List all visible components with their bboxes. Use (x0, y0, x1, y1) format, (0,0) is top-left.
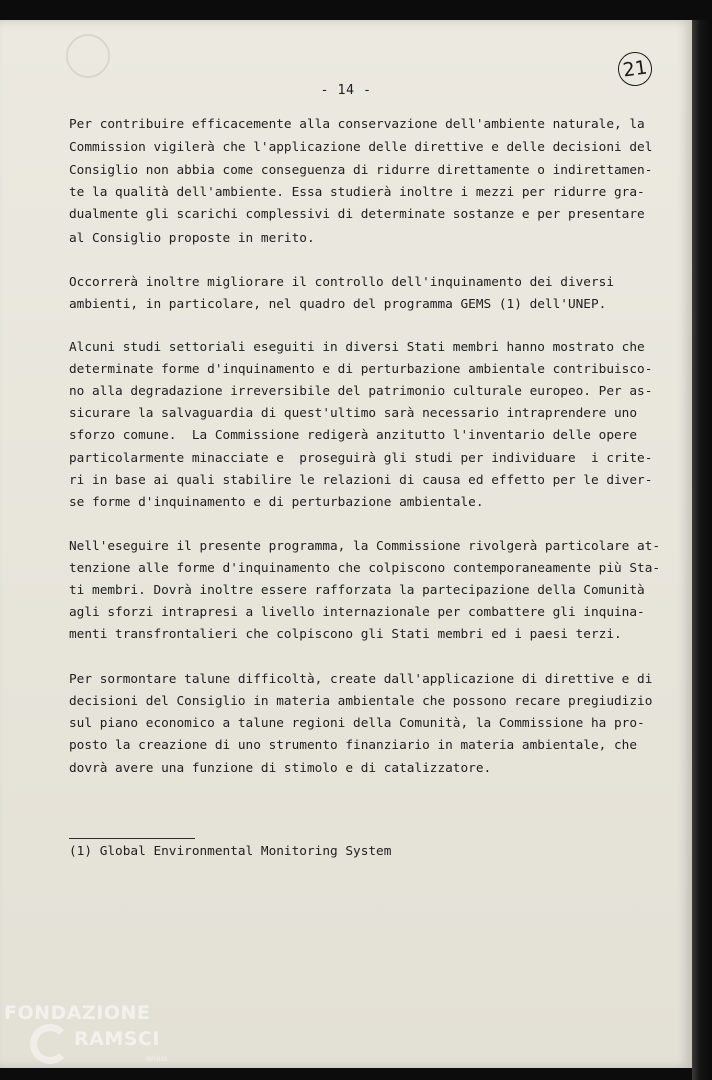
text-line: decisioni del Consiglio in materia ambientale che possono recare pregiudizio (69, 694, 653, 709)
text-line: posto la creazione di uno strumento finanziario in materia ambientale, che (69, 738, 638, 753)
text-line: no alla degradazione irreversibile del patrimonio culturale europeo. Per as- (69, 384, 653, 399)
text-line: Alcuni studi settoriali eseguiti in diversi Stati membri hanno mostrato che (69, 340, 645, 355)
text-line: Commission vigilerà che l'applicazione delle direttive e delle decisioni del (69, 140, 653, 155)
archive-watermark (0, 1000, 200, 1080)
text-line: determinate forme d'inquinamento e di perturbazione ambientale contribuisco- (69, 362, 653, 377)
archive-number-circled: 21 (616, 50, 654, 88)
text-line: particolarmente minacciate e proseguirà gli studi per individuare i crite- (69, 451, 653, 466)
text-line: tenzione alle forme d'inquinamento che colpiscono contemporaneamente più Sta- (69, 561, 661, 576)
page-edge-shadow (692, 20, 712, 1080)
text-line: sul piano economico a talune regioni della Comunità, la Commissione ha pro- (69, 716, 645, 731)
text-line: sforzo comune. La Commissione redigerà anzitutto l'inventario delle opere (69, 428, 638, 443)
text-line: te la qualità dell'ambiente. Essa studierà inoltre i mezzi per ridurre gra- (69, 185, 645, 200)
page-number: - 14 - (320, 83, 372, 98)
watermark-suffix: onlus (146, 1054, 168, 1063)
footnote: (1) Global Environmental Monitoring System (69, 844, 392, 859)
watermark-g-logo-icon (30, 1024, 70, 1064)
text-line: dualmente gli scarichi complessivi di determinate sostanze e per presentare (69, 207, 645, 222)
text-line: ambienti, in particolare, nel quadro del programma GEMS (1) dell'UNEP. (69, 297, 607, 312)
text-line: al Consiglio proposte in merito. (69, 231, 315, 246)
text-line: Nell'eseguire il presente programma, la Commissione rivolgerà particolare at- (69, 539, 661, 554)
text-line: Per contribuire efficacemente alla conservazione dell'ambiente naturale, la (69, 117, 645, 132)
text-line: ti membri. Dovrà inoltre essere rafforzata la partecipazione della Comunità (69, 583, 645, 598)
text-line: agli sforzi intrapresi a livello internazionale per combattere gli inquina- (69, 605, 645, 620)
watermark-line1: FONDAZIONE (4, 1002, 151, 1024)
text-line: sicurare la salvaguardia di quest'ultimo sarà necessario intraprendere uno (69, 406, 638, 421)
text-line: se forme d'inquinamento e di perturbazione ambientale. (69, 495, 484, 510)
text-line: ri in base ai quali stabilire le relazioni di causa ed effetto per le diver- (69, 473, 653, 488)
text-line: Consiglio non abbia come conseguenza di ridurre direttamente o indirettamen- (69, 163, 653, 178)
text-line: menti transfrontalieri che colpiscono gli Stati membri ed i paesi terzi. (69, 627, 622, 642)
text-line: Per sormontare talune difficoltà, create dall'applicazione di direttive e di (69, 672, 653, 687)
faint-stamp-mark (66, 34, 110, 78)
watermark-line2: RAMSCI (74, 1028, 160, 1050)
footnote-separator (69, 838, 195, 839)
text-line: dovrà avere una funzione di stimolo e di catalizzatore. (69, 761, 492, 776)
text-line: Occorrerà inoltre migliorare il controllo dell'inquinamento dei diversi (69, 275, 615, 290)
